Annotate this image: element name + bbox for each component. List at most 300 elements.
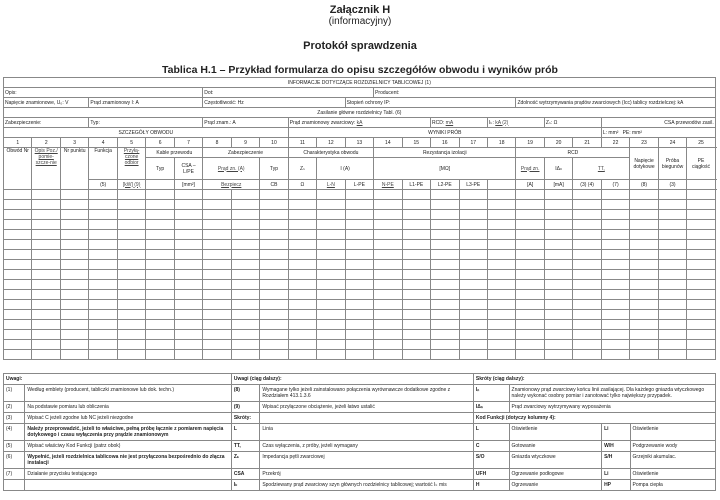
entry-cell[interactable] bbox=[146, 200, 174, 210]
entry-cell[interactable] bbox=[402, 240, 430, 250]
entry-cell[interactable] bbox=[374, 340, 402, 350]
entry-cell[interactable] bbox=[317, 320, 345, 330]
entry-cell[interactable] bbox=[630, 270, 658, 280]
entry-cell[interactable] bbox=[487, 270, 515, 280]
entry-cell[interactable] bbox=[174, 250, 202, 260]
entry-cell[interactable] bbox=[260, 280, 288, 290]
entry-cell[interactable] bbox=[573, 330, 601, 340]
entry-cell[interactable] bbox=[32, 260, 60, 270]
entry-cell[interactable] bbox=[60, 240, 88, 250]
entry-cell[interactable] bbox=[431, 210, 459, 220]
entry-cell[interactable] bbox=[573, 290, 601, 300]
entry-cell[interactable] bbox=[89, 290, 117, 300]
entry-cell[interactable] bbox=[516, 250, 544, 260]
entry-cell[interactable] bbox=[573, 190, 601, 200]
entry-cell[interactable] bbox=[601, 210, 629, 220]
entry-cell[interactable] bbox=[402, 190, 430, 200]
entry-cell[interactable] bbox=[544, 280, 572, 290]
entry-cell[interactable] bbox=[573, 210, 601, 220]
entry-cell[interactable] bbox=[117, 240, 145, 250]
entry-cell[interactable] bbox=[117, 210, 145, 220]
entry-cell[interactable] bbox=[146, 250, 174, 260]
entry-cell[interactable] bbox=[345, 310, 373, 320]
entry-cell[interactable] bbox=[630, 320, 658, 330]
entry-cell[interactable] bbox=[60, 310, 88, 320]
entry-cell[interactable] bbox=[317, 270, 345, 280]
entry-cell[interactable] bbox=[544, 240, 572, 250]
entry-cell[interactable] bbox=[573, 220, 601, 230]
entry-cell[interactable] bbox=[89, 230, 117, 240]
entry-cell[interactable] bbox=[345, 350, 373, 360]
entry-cell[interactable] bbox=[60, 250, 88, 260]
entry-cell[interactable] bbox=[345, 240, 373, 250]
entry-cell[interactable] bbox=[487, 330, 515, 340]
entry-cell[interactable] bbox=[374, 200, 402, 210]
entry-cell[interactable] bbox=[231, 320, 259, 330]
entry-cell[interactable] bbox=[288, 220, 316, 230]
entry-cell[interactable] bbox=[174, 350, 202, 360]
entry-cell[interactable] bbox=[288, 230, 316, 240]
entry-cell[interactable] bbox=[516, 310, 544, 320]
entry-cell[interactable] bbox=[260, 340, 288, 350]
entry-cell[interactable] bbox=[459, 230, 487, 240]
entry-cell[interactable] bbox=[317, 220, 345, 230]
entry-cell[interactable] bbox=[687, 200, 715, 210]
entry-cell[interactable] bbox=[487, 320, 515, 330]
entry-cell[interactable] bbox=[32, 310, 60, 320]
entry-cell[interactable] bbox=[374, 270, 402, 280]
entry-cell[interactable] bbox=[60, 260, 88, 270]
entry-cell[interactable] bbox=[174, 270, 202, 280]
entry-cell[interactable] bbox=[231, 280, 259, 290]
entry-cell[interactable] bbox=[117, 300, 145, 310]
entry-cell[interactable] bbox=[146, 190, 174, 200]
entry-cell[interactable] bbox=[544, 350, 572, 360]
entry-cell[interactable] bbox=[658, 320, 686, 330]
entry-cell[interactable] bbox=[658, 330, 686, 340]
entry-cell[interactable] bbox=[544, 270, 572, 280]
entry-cell[interactable] bbox=[203, 340, 231, 350]
entry-cell[interactable] bbox=[658, 310, 686, 320]
entry-cell[interactable] bbox=[345, 320, 373, 330]
entry-cell[interactable] bbox=[487, 230, 515, 240]
entry-cell[interactable] bbox=[345, 280, 373, 290]
entry-cell[interactable] bbox=[4, 240, 32, 250]
entry-cell[interactable] bbox=[288, 310, 316, 320]
entry-cell[interactable] bbox=[89, 240, 117, 250]
entry-cell[interactable] bbox=[60, 340, 88, 350]
entry-cell[interactable] bbox=[544, 220, 572, 230]
entry-cell[interactable] bbox=[117, 250, 145, 260]
entry-cell[interactable] bbox=[431, 190, 459, 200]
entry-cell[interactable] bbox=[174, 300, 202, 310]
entry-cell[interactable] bbox=[402, 320, 430, 330]
entry-cell[interactable] bbox=[231, 290, 259, 300]
entry-cell[interactable] bbox=[573, 200, 601, 210]
entry-cell[interactable] bbox=[573, 280, 601, 290]
entry-cell[interactable] bbox=[459, 260, 487, 270]
entry-cell[interactable] bbox=[374, 190, 402, 200]
entry-cell[interactable] bbox=[260, 290, 288, 300]
entry-cell[interactable] bbox=[459, 220, 487, 230]
entry-cell[interactable] bbox=[203, 260, 231, 270]
entry-cell[interactable] bbox=[203, 310, 231, 320]
entry-cell[interactable] bbox=[459, 190, 487, 200]
entry-cell[interactable] bbox=[402, 200, 430, 210]
entry-cell[interactable] bbox=[260, 190, 288, 200]
entry-cell[interactable] bbox=[89, 280, 117, 290]
entry-cell[interactable] bbox=[288, 340, 316, 350]
entry-cell[interactable] bbox=[117, 200, 145, 210]
entry-cell[interactable] bbox=[146, 210, 174, 220]
entry-cell[interactable] bbox=[4, 290, 32, 300]
entry-cell[interactable] bbox=[516, 260, 544, 270]
entry-cell[interactable] bbox=[174, 310, 202, 320]
entry-cell[interactable] bbox=[117, 350, 145, 360]
entry-cell[interactable] bbox=[4, 220, 32, 230]
entry-cell[interactable] bbox=[431, 330, 459, 340]
entry-cell[interactable] bbox=[174, 260, 202, 270]
entry-cell[interactable] bbox=[260, 260, 288, 270]
entry-cell[interactable] bbox=[544, 320, 572, 330]
entry-cell[interactable] bbox=[459, 240, 487, 250]
entry-cell[interactable] bbox=[487, 240, 515, 250]
entry-cell[interactable] bbox=[601, 290, 629, 300]
entry-cell[interactable] bbox=[402, 300, 430, 310]
entry-cell[interactable] bbox=[573, 320, 601, 330]
entry-cell[interactable] bbox=[402, 290, 430, 300]
entry-cell[interactable] bbox=[4, 280, 32, 290]
entry-cell[interactable] bbox=[516, 280, 544, 290]
entry-cell[interactable] bbox=[516, 270, 544, 280]
entry-cell[interactable] bbox=[89, 320, 117, 330]
entry-cell[interactable] bbox=[174, 190, 202, 200]
entry-cell[interactable] bbox=[174, 280, 202, 290]
entry-cell[interactable] bbox=[60, 270, 88, 280]
entry-cell[interactable] bbox=[317, 190, 345, 200]
entry-cell[interactable] bbox=[544, 260, 572, 270]
entry-cell[interactable] bbox=[345, 190, 373, 200]
entry-cell[interactable] bbox=[32, 200, 60, 210]
entry-cell[interactable] bbox=[89, 250, 117, 260]
entry-cell[interactable] bbox=[32, 350, 60, 360]
entry-cell[interactable] bbox=[630, 260, 658, 270]
entry-cell[interactable] bbox=[317, 300, 345, 310]
entry-cell[interactable] bbox=[4, 200, 32, 210]
entry-cell[interactable] bbox=[117, 220, 145, 230]
entry-cell[interactable] bbox=[231, 340, 259, 350]
entry-cell[interactable] bbox=[431, 280, 459, 290]
entry-cell[interactable] bbox=[203, 350, 231, 360]
entry-cell[interactable] bbox=[345, 200, 373, 210]
entry-cell[interactable] bbox=[573, 270, 601, 280]
entry-cell[interactable] bbox=[4, 270, 32, 280]
entry-cell[interactable] bbox=[402, 210, 430, 220]
entry-cell[interactable] bbox=[4, 310, 32, 320]
entry-cell[interactable] bbox=[374, 310, 402, 320]
entry-cell[interactable] bbox=[231, 310, 259, 320]
entry-cell[interactable] bbox=[60, 230, 88, 240]
entry-cell[interactable] bbox=[487, 190, 515, 200]
entry-cell[interactable] bbox=[32, 280, 60, 290]
entry-cell[interactable] bbox=[60, 210, 88, 220]
entry-cell[interactable] bbox=[146, 270, 174, 280]
entry-cell[interactable] bbox=[117, 230, 145, 240]
entry-cell[interactable] bbox=[345, 300, 373, 310]
entry-cell[interactable] bbox=[687, 210, 715, 220]
entry-cell[interactable] bbox=[174, 340, 202, 350]
entry-cell[interactable] bbox=[117, 280, 145, 290]
entry-cell[interactable] bbox=[32, 270, 60, 280]
entry-cell[interactable] bbox=[117, 320, 145, 330]
entry-cell[interactable] bbox=[231, 230, 259, 240]
entry-cell[interactable] bbox=[4, 320, 32, 330]
entry-cell[interactable] bbox=[117, 310, 145, 320]
entry-cell[interactable] bbox=[203, 280, 231, 290]
entry-cell[interactable] bbox=[288, 240, 316, 250]
entry-cell[interactable] bbox=[288, 260, 316, 270]
entry-cell[interactable] bbox=[431, 300, 459, 310]
entry-cell[interactable] bbox=[601, 230, 629, 240]
entry-cell[interactable] bbox=[544, 210, 572, 220]
entry-cell[interactable] bbox=[573, 230, 601, 240]
entry-cell[interactable] bbox=[459, 290, 487, 300]
entry-cell[interactable] bbox=[117, 260, 145, 270]
entry-cell[interactable] bbox=[146, 240, 174, 250]
entry-cell[interactable] bbox=[402, 250, 430, 260]
entry-cell[interactable] bbox=[374, 280, 402, 290]
entry-cell[interactable] bbox=[601, 320, 629, 330]
entry-cell[interactable] bbox=[260, 310, 288, 320]
entry-cell[interactable] bbox=[117, 330, 145, 340]
entry-cell[interactable] bbox=[431, 220, 459, 230]
producent-field[interactable]: Producent: bbox=[374, 88, 716, 98]
entry-cell[interactable] bbox=[573, 240, 601, 250]
entry-cell[interactable] bbox=[516, 190, 544, 200]
ik-field[interactable]: Iₖ: kA (2) bbox=[487, 118, 544, 128]
entry-cell[interactable] bbox=[231, 240, 259, 250]
entry-cell[interactable] bbox=[203, 320, 231, 330]
entry-cell[interactable] bbox=[32, 290, 60, 300]
entry-cell[interactable] bbox=[573, 310, 601, 320]
entry-cell[interactable] bbox=[374, 260, 402, 270]
entry-cell[interactable] bbox=[544, 340, 572, 350]
entry-cell[interactable] bbox=[89, 270, 117, 280]
entry-cell[interactable] bbox=[345, 210, 373, 220]
entry-cell[interactable] bbox=[231, 260, 259, 270]
entry-cell[interactable] bbox=[60, 330, 88, 340]
entry-cell[interactable] bbox=[174, 220, 202, 230]
entry-cell[interactable] bbox=[288, 200, 316, 210]
entry-cell[interactable] bbox=[687, 350, 715, 360]
entry-cell[interactable] bbox=[431, 340, 459, 350]
entry-cell[interactable] bbox=[260, 210, 288, 220]
entry-cell[interactable] bbox=[32, 340, 60, 350]
entry-cell[interactable] bbox=[687, 280, 715, 290]
entry-cell[interactable] bbox=[317, 230, 345, 240]
entry-cell[interactable] bbox=[89, 260, 117, 270]
entry-cell[interactable] bbox=[374, 320, 402, 330]
entry-cell[interactable] bbox=[89, 220, 117, 230]
entry-cell[interactable] bbox=[317, 310, 345, 320]
entry-cell[interactable] bbox=[630, 330, 658, 340]
entry-cell[interactable] bbox=[174, 320, 202, 330]
entry-cell[interactable] bbox=[89, 330, 117, 340]
entry-cell[interactable] bbox=[487, 340, 515, 350]
entry-cell[interactable] bbox=[203, 300, 231, 310]
entry-cell[interactable] bbox=[459, 300, 487, 310]
entry-cell[interactable] bbox=[459, 310, 487, 320]
entry-cell[interactable] bbox=[374, 250, 402, 260]
entry-cell[interactable] bbox=[374, 330, 402, 340]
voltage-field[interactable]: Napięcie znamionowe, U₀: V bbox=[4, 98, 89, 108]
opis-field[interactable]: Opis: bbox=[4, 88, 203, 98]
entry-cell[interactable] bbox=[260, 320, 288, 330]
entry-cell[interactable] bbox=[658, 220, 686, 230]
entry-cell[interactable] bbox=[431, 310, 459, 320]
entry-cell[interactable] bbox=[516, 230, 544, 240]
zs-field[interactable]: Zₛ: Ω bbox=[544, 118, 601, 128]
entry-cell[interactable] bbox=[317, 290, 345, 300]
entry-cell[interactable] bbox=[317, 240, 345, 250]
entry-cell[interactable] bbox=[544, 290, 572, 300]
entry-cell[interactable] bbox=[203, 250, 231, 260]
entry-cell[interactable] bbox=[317, 350, 345, 360]
entry-cell[interactable] bbox=[630, 210, 658, 220]
entry-cell[interactable] bbox=[658, 290, 686, 300]
entry-cell[interactable] bbox=[32, 320, 60, 330]
entry-cell[interactable] bbox=[260, 230, 288, 240]
entry-cell[interactable] bbox=[32, 210, 60, 220]
entry-cell[interactable] bbox=[630, 190, 658, 200]
entry-cell[interactable] bbox=[345, 330, 373, 340]
entry-cell[interactable] bbox=[260, 350, 288, 360]
entry-cell[interactable] bbox=[231, 190, 259, 200]
entry-cell[interactable] bbox=[459, 210, 487, 220]
entry-cell[interactable] bbox=[687, 260, 715, 270]
entry-cell[interactable] bbox=[60, 190, 88, 200]
entry-cell[interactable] bbox=[516, 240, 544, 250]
entry-cell[interactable] bbox=[345, 270, 373, 280]
entry-cell[interactable] bbox=[345, 260, 373, 270]
entry-cell[interactable] bbox=[573, 340, 601, 350]
entry-cell[interactable] bbox=[288, 250, 316, 260]
ip-field[interactable]: Stopień ochrony IP: bbox=[345, 98, 516, 108]
entry-cell[interactable] bbox=[117, 190, 145, 200]
entry-cell[interactable] bbox=[431, 230, 459, 240]
entry-cell[interactable] bbox=[117, 290, 145, 300]
entry-cell[interactable] bbox=[146, 260, 174, 270]
entry-cell[interactable] bbox=[601, 200, 629, 210]
dot-field[interactable]: Dot: bbox=[203, 88, 374, 98]
entry-cell[interactable] bbox=[4, 330, 32, 340]
entry-cell[interactable] bbox=[374, 210, 402, 220]
entry-cell[interactable] bbox=[32, 300, 60, 310]
entry-cell[interactable] bbox=[630, 290, 658, 300]
entry-cell[interactable] bbox=[317, 280, 345, 290]
rated-current-field[interactable]: Prąd znamionowy I: A bbox=[89, 98, 203, 108]
entry-cell[interactable] bbox=[146, 230, 174, 240]
entry-cell[interactable] bbox=[4, 230, 32, 240]
entry-cell[interactable] bbox=[402, 310, 430, 320]
entry-cell[interactable] bbox=[317, 260, 345, 270]
entry-cell[interactable] bbox=[658, 210, 686, 220]
entry-cell[interactable] bbox=[89, 340, 117, 350]
entry-cell[interactable] bbox=[630, 240, 658, 250]
entry-cell[interactable] bbox=[487, 200, 515, 210]
entry-cell[interactable] bbox=[203, 270, 231, 280]
entry-cell[interactable] bbox=[630, 280, 658, 290]
entry-cell[interactable] bbox=[402, 280, 430, 290]
entry-cell[interactable] bbox=[146, 340, 174, 350]
entry-cell[interactable] bbox=[658, 230, 686, 240]
entry-cell[interactable] bbox=[544, 190, 572, 200]
entry-cell[interactable] bbox=[601, 310, 629, 320]
entry-cell[interactable] bbox=[89, 210, 117, 220]
entry-cell[interactable] bbox=[345, 230, 373, 240]
entry-cell[interactable] bbox=[89, 310, 117, 320]
entry-cell[interactable] bbox=[117, 270, 145, 280]
entry-cell[interactable] bbox=[658, 260, 686, 270]
entry-cell[interactable] bbox=[4, 350, 32, 360]
entry-cell[interactable] bbox=[431, 240, 459, 250]
rcd-field[interactable]: RCD: mA bbox=[431, 118, 488, 128]
entry-cell[interactable] bbox=[601, 350, 629, 360]
entry-cell[interactable] bbox=[658, 340, 686, 350]
csa-values[interactable]: L: mm² PE: mm² bbox=[601, 128, 715, 138]
entry-cell[interactable] bbox=[89, 350, 117, 360]
protection-field[interactable]: Zabezpieczenie: bbox=[4, 118, 89, 128]
entry-cell[interactable] bbox=[288, 210, 316, 220]
entry-cell[interactable] bbox=[687, 330, 715, 340]
entry-cell[interactable] bbox=[459, 330, 487, 340]
entry-cell[interactable] bbox=[601, 340, 629, 350]
entry-cell[interactable] bbox=[4, 300, 32, 310]
entry-cell[interactable] bbox=[146, 310, 174, 320]
entry-cell[interactable] bbox=[687, 340, 715, 350]
entry-cell[interactable] bbox=[260, 270, 288, 280]
entry-cell[interactable] bbox=[487, 290, 515, 300]
entry-cell[interactable] bbox=[60, 290, 88, 300]
entry-cell[interactable] bbox=[516, 300, 544, 310]
entry-cell[interactable] bbox=[231, 300, 259, 310]
entry-cell[interactable] bbox=[630, 300, 658, 310]
entry-cell[interactable] bbox=[687, 320, 715, 330]
entry-cell[interactable] bbox=[601, 250, 629, 260]
entry-cell[interactable] bbox=[117, 340, 145, 350]
entry-cell[interactable] bbox=[487, 350, 515, 360]
entry-cell[interactable] bbox=[345, 220, 373, 230]
entry-cell[interactable] bbox=[573, 350, 601, 360]
entry-cell[interactable] bbox=[288, 270, 316, 280]
entry-cell[interactable] bbox=[459, 320, 487, 330]
entry-cell[interactable] bbox=[687, 190, 715, 200]
entry-cell[interactable] bbox=[516, 320, 544, 330]
entry-cell[interactable] bbox=[516, 350, 544, 360]
entry-cell[interactable] bbox=[687, 290, 715, 300]
entry-cell[interactable] bbox=[260, 330, 288, 340]
entry-cell[interactable] bbox=[431, 320, 459, 330]
entry-cell[interactable] bbox=[231, 250, 259, 260]
entry-cell[interactable] bbox=[402, 340, 430, 350]
entry-cell[interactable] bbox=[288, 190, 316, 200]
entry-cell[interactable] bbox=[431, 200, 459, 210]
entry-cell[interactable] bbox=[658, 270, 686, 280]
entry-cell[interactable] bbox=[60, 320, 88, 330]
entry-cell[interactable] bbox=[203, 330, 231, 340]
entry-cell[interactable] bbox=[601, 330, 629, 340]
entry-cell[interactable] bbox=[630, 310, 658, 320]
